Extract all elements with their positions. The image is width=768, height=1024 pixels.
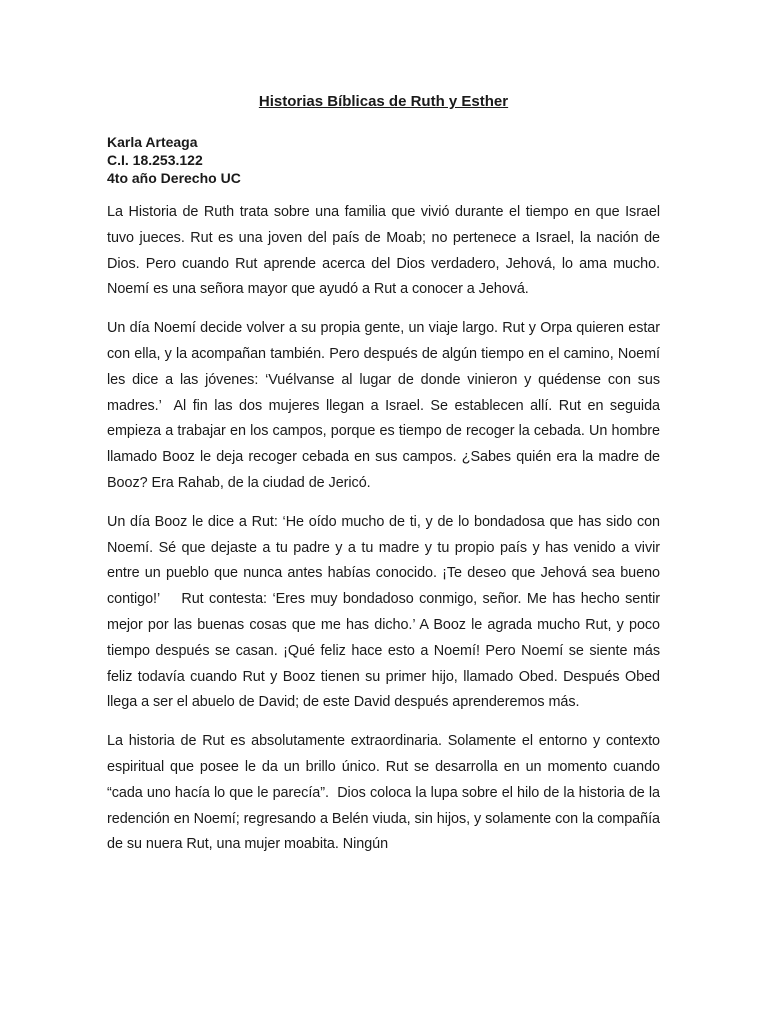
document-title: Historias Bíblicas de Ruth y Esther	[258, 93, 509, 110]
author-program: 4to año Derecho UC	[107, 170, 241, 186]
author-id: C.I. 18.253.122	[107, 152, 203, 168]
paragraph: La historia de Rut es absolutamente extraordinaria. Solamente el entorno y contexto espiritual que posee le da un brillo único. Rut se desarrolla en un momento cuando “cada uno hacía lo que le parecía”. Dios coloca la lupa sobre el hilo de la historia de la redención en Noemí; regresando a Belén viuda, sin hijos, y solamente con la compañía de su nuera Rut, una mujer moabita. Ningún	[107, 733, 664, 853]
author-block	[107, 133, 241, 187]
paragraph: La Historia de Ruth trata sobre una familia que vivió durante el tiempo en que Israel tuvo jueces. Rut es una joven del país de Moab; no pertenece a Israel, la nación de Dios. Pero cuando Rut aprende acerca del Dios verdadero, Jehová, lo ama mucho. Noemí es una señora mayor que ayudó a Rut a conocer a Jehová.	[107, 204, 664, 298]
author-name: Karla Arteaga	[107, 134, 198, 150]
document-body	[107, 200, 664, 871]
paragraph: Un día Noemí decide volver a su propia gente, un viaje largo. Rut y Orpa quieren estar con ella, y la acompañan también. Pero después de algún tiempo en el camino, Noemí les dice a las jóvenes: ‘Vuélvanse al lugar de donde vinieron y quédense con sus madres.’ Al fin las dos mujeres llegan a Israel. Se establecen allí. Rut en seguida empieza a trabajar en los campos, porque es tiempo de recoger la cebada. Un hombre llamado Booz le deja recoger cebada en sus campos. ¿Sabes quién era la madre de Booz? Era Rahab, de la ciudad de Jericó.	[107, 320, 664, 491]
paragraph: Un día Booz le dice a Rut: ‘He oído mucho de ti, y de lo bondadosa que has sido con Noemí. Sé que dejaste a tu padre y a tu madre y tu propio país y has venido a vivir entre un pueblo que nunca antes habías conocido. ¡Te deseo que Jehová sea bueno contigo!’ Rut contesta: ‘Eres muy bondadoso conmigo, señor. Me has hecho sentir mejor por las buenas cosas que me has dicho.’ A Booz le agrada mucho Rut, y poco tiempo después se casan. ¡Qué feliz hace esto a Noemí! Pero Noemí se siente más feliz todavía cuando Rut y Booz tienen su primer hijo, llamado Obed. Después Obed llega a ser el abuelo de David; de este David después aprenderemos más.	[107, 513, 664, 711]
